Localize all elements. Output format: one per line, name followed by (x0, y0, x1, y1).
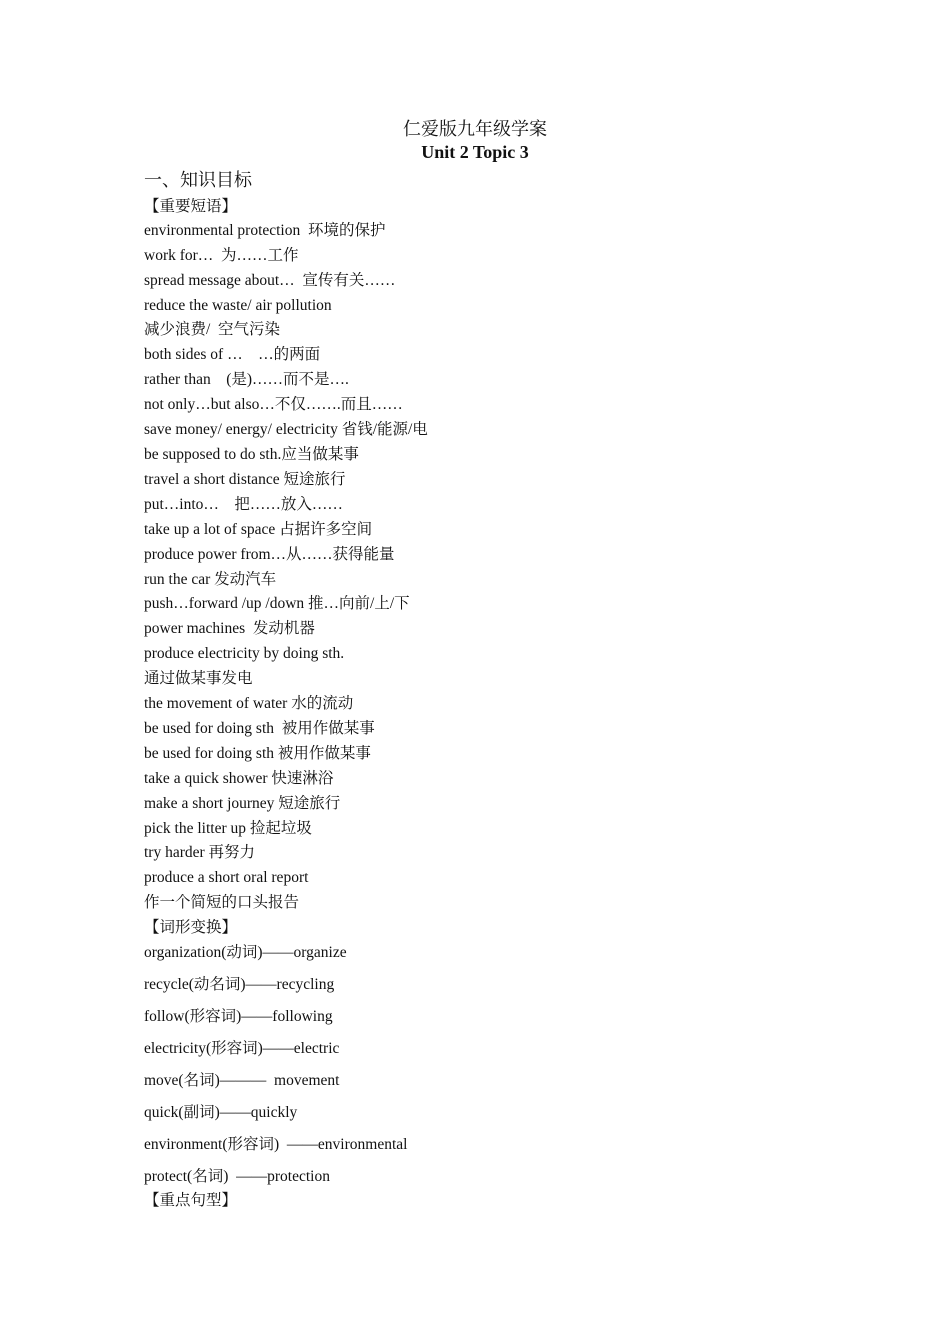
doc-title: 仁爱版九年级学案 (403, 119, 547, 139)
wordform-line: protect(名词) ——protection (144, 1168, 330, 1185)
wordform-line: move(名词)——— movement (144, 1072, 340, 1089)
phrase-line: not only…but also…不仅…….而且…… (144, 396, 403, 413)
phrase-line: be used for doing sth 被用作做某事 (144, 745, 371, 762)
phrase-line: be used for doing sth 被用作做某事 (144, 720, 375, 737)
phrase-line: 通过做某事发电 (144, 670, 253, 687)
phrase-line: put…into… 把……放入…… (144, 496, 343, 513)
phrase-line: be supposed to do sth.应当做某事 (144, 446, 359, 463)
section-heading: 一、知识目标 (144, 170, 252, 190)
phrase-line: take up a lot of space 占据许多空间 (144, 521, 373, 538)
wordform-line: recycle(动名词)——recycling (144, 976, 335, 993)
doc-subtitle: Unit 2 Topic 3 (421, 142, 529, 162)
phrase-line: 减少浪费/ 空气污染 (144, 321, 281, 338)
phrase-line: produce power from…从……获得能量 (144, 546, 395, 563)
phrase-line: work for… 为……工作 (144, 247, 299, 264)
phrase-line: produce a short oral report (144, 869, 309, 886)
phrase-line: environmental protection 环境的保护 (144, 222, 386, 239)
phrase-line: both sides of … …的两面 (144, 346, 321, 363)
phrase-line: push…forward /up /down 推…向前/上/下 (144, 595, 410, 612)
phrase-line: the movement of water 水的流动 (144, 695, 354, 712)
phrase-line: save money/ energy/ electricity 省钱/能源/电 (144, 421, 428, 438)
phrase-line: try harder 再努力 (144, 844, 256, 861)
wordform-line: organization(动词)——organize (144, 944, 347, 961)
phrase-line: make a short journey 短途旅行 (144, 795, 341, 812)
phrase-line: pick the litter up 捡起垃圾 (144, 820, 312, 837)
wordform-line: electricity(形容词)——electric (144, 1040, 340, 1057)
phrase-line: travel a short distance 短途旅行 (144, 471, 346, 488)
phrase-line: reduce the waste/ air pollution (144, 297, 332, 314)
phrase-line: spread message about… 宣传有关…… (144, 272, 396, 289)
wordforms-heading: 【词形变换】 (144, 919, 238, 936)
phrase-line: run the car 发动汽车 (144, 571, 277, 588)
wordform-line: follow(形容词)——following (144, 1008, 333, 1025)
phrase-line: 作一个简短的口头报告 (144, 894, 300, 911)
phrase-line: power machines 发动机器 (144, 620, 315, 637)
wordform-line: quick(副词)——quickly (144, 1104, 298, 1121)
sentences-heading: 【重点句型】 (144, 1192, 238, 1209)
phrase-line: produce electricity by doing sth. (144, 645, 345, 662)
wordform-line: environment(形容词) ——environmental (144, 1136, 408, 1153)
phrases-heading: 【重要短语】 (144, 198, 238, 215)
phrase-line: rather than (是)……而不是…. (144, 371, 349, 388)
phrase-line: take a quick shower 快速淋浴 (144, 770, 334, 787)
